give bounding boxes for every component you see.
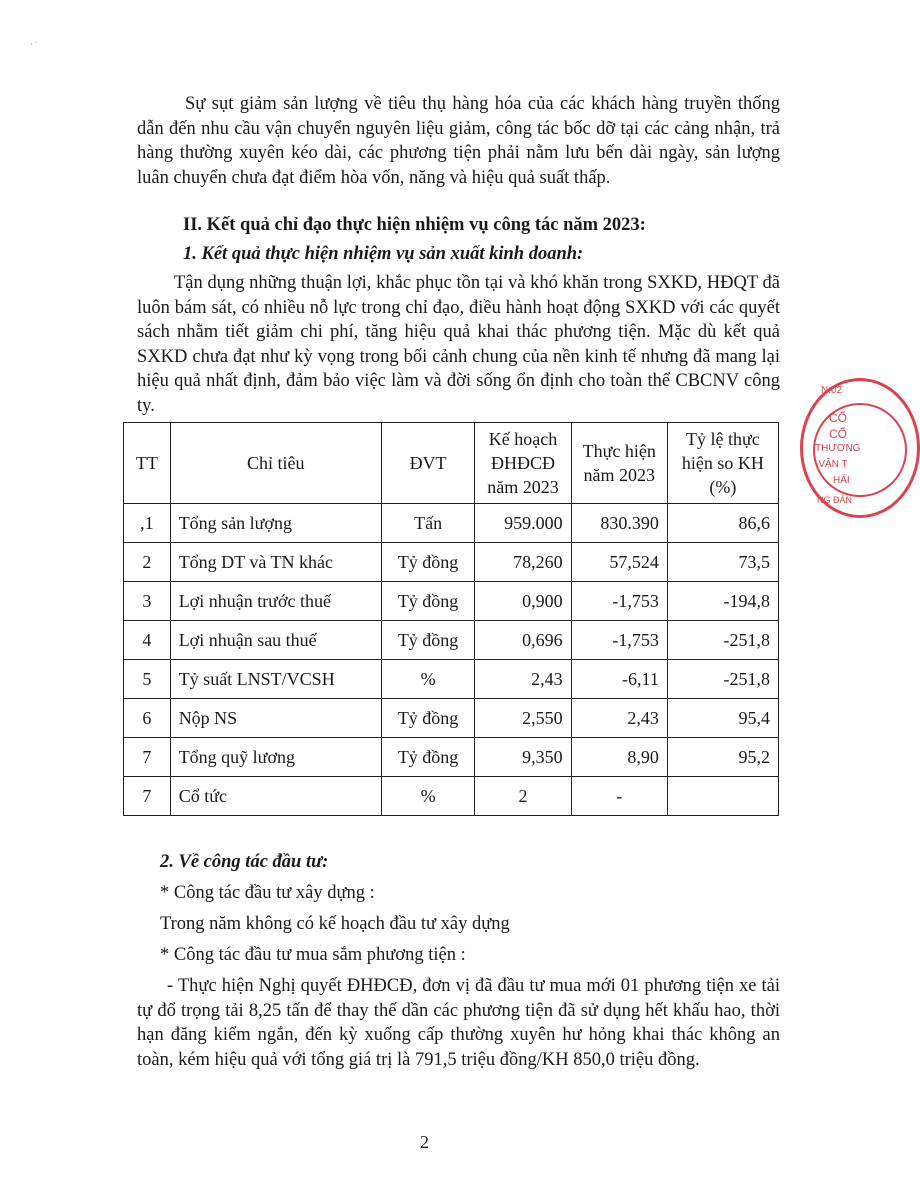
seal-line4: -VẬN T: [815, 459, 848, 470]
vehicle-title: * Công tác đầu tư mua sắm phương tiện :: [160, 945, 466, 965]
cell-indicator: Lợi nhuận sau thuế: [170, 621, 381, 660]
cell-plan: 78,260: [475, 543, 571, 582]
cell-tt: 3: [124, 582, 171, 621]
seal-line3: THƯƠNG: [815, 443, 861, 454]
cell-ratio: 95,4: [667, 699, 778, 738]
cell-unit: Tỷ đồng: [381, 699, 474, 738]
cell-actual: 8,90: [571, 738, 667, 777]
construction-title: * Công tác đầu tư xây dựng :: [160, 883, 375, 903]
header-ratio: [667, 423, 778, 504]
intro-paragraph: Sự sụt giảm sản lượng về tiêu thụ hàng hóa của các khách hàng truyền thống dẫn đến nhu cầu vận chuyển nguyên liệu giảm, công tác bốc dỡ tại các cảng nhận, trả hàng thường xuyên kéo dài, các phương tiện phải nằm lưu bến dài ngày, sản lượng luân chuyển chưa đạt điểm hòa vốn, năng và hiệu quả suất thấp.: [137, 94, 780, 188]
cell-actual: 57,524: [571, 543, 667, 582]
cell-tt: 5: [124, 660, 171, 699]
cell-indicator: Nộp NS: [170, 699, 381, 738]
seal-text-bottom: NG ĐẢN: [817, 495, 853, 505]
vehicle-paragraph: - Thực hiện Nghị quyết ĐHĐCĐ, đơn vị đã đầu tư mua mới 01 phương tiện xe tải tự đổ trọng tải 8,25 tấn để thay thế dần các phương tiện đã sử dụng hết khấu hao, thời hạn đăng kiểm ngắn, đến kỳ xuống cấp thường xuyên hư hỏng khai thác không an toàn, kém hiệu quả với tổng giá trị là 791,5 triệu đồng/KH 850,0 triệu đồng.: [137, 976, 780, 1070]
header-indicator: Chỉ tiêu: [170, 423, 381, 504]
cell-ratio: -194,8: [667, 582, 778, 621]
cell-ratio: 86,6: [667, 504, 778, 543]
cell-tt: 7: [124, 738, 171, 777]
header-unit: ĐVT: [381, 423, 474, 504]
cell-unit: Tỷ đồng: [381, 543, 474, 582]
seal-text-top: N:02: [821, 385, 843, 396]
table-row: [124, 738, 779, 777]
scan-specks: · ˙: [30, 40, 38, 49]
cell-tt: 2: [124, 543, 171, 582]
cell-indicator: Tỷ suất LNST/VCSH: [170, 660, 381, 699]
header-plan: [475, 423, 571, 504]
cell-plan: 0,900: [475, 582, 571, 621]
cell-tt: ,1: [124, 504, 171, 543]
cell-plan: 2,43: [475, 660, 571, 699]
header-plan-line2: ĐHĐCĐ: [490, 453, 555, 473]
table-header-row: [124, 423, 779, 504]
table-body: [124, 504, 779, 816]
cell-unit: Tấn: [381, 504, 474, 543]
header-tt: TT: [124, 423, 171, 504]
header-ratio-line2: hiện so KH: [681, 453, 764, 473]
cell-unit: Tỷ đồng: [381, 621, 474, 660]
company-seal: [800, 378, 920, 518]
cell-indicator: Tổng sản lượng: [170, 504, 381, 543]
cell-tt: 7: [124, 777, 171, 816]
header-actual-line2: năm 2023: [583, 465, 655, 485]
cell-plan: 2,550: [475, 699, 571, 738]
section-heading: II. Kết quả chỉ đạo thực hiện nhiệm vụ công tác năm 2023:: [183, 215, 646, 235]
subheading-business-results: 1. Kết quả thực hiện nhiệm vụ sản xuất kinh doanh:: [183, 244, 584, 264]
cell-plan: 9,350: [475, 738, 571, 777]
seal-line2: CỔ: [829, 427, 847, 441]
table-row: [124, 660, 779, 699]
cell-tt: 4: [124, 621, 171, 660]
cell-actual: -: [571, 777, 667, 816]
cell-indicator: Lợi nhuận trước thuế: [170, 582, 381, 621]
header-actual-line1: Thực hiện: [582, 441, 656, 461]
cell-actual: -6,11: [571, 660, 667, 699]
header-actual: [571, 423, 667, 504]
kpi-table: [123, 422, 779, 816]
cell-actual: -1,753: [571, 621, 667, 660]
cell-indicator: Tổng DT và TN khác: [170, 543, 381, 582]
cell-plan: 2: [475, 777, 571, 816]
cell-ratio: -251,8: [667, 621, 778, 660]
cell-indicator: Tổng quỹ lương: [170, 738, 381, 777]
table-row: [124, 582, 779, 621]
table-row: [124, 504, 779, 543]
seal-line1: CỔ: [829, 411, 847, 425]
header-ratio-line3: (%): [709, 477, 737, 497]
cell-tt: 6: [124, 699, 171, 738]
cell-actual: -1,753: [571, 582, 667, 621]
cell-unit: %: [381, 660, 474, 699]
cell-indicator: Cổ tức: [170, 777, 381, 816]
cell-plan: 0,696: [475, 621, 571, 660]
cell-ratio: -251,8: [667, 660, 778, 699]
cell-ratio: [667, 777, 778, 816]
business-results-paragraph: Tận dụng những thuận lợi, khắc phục tồn tại và khó khăn trong SXKD, HĐQT đã luôn bám sát, có nhiều nỗ lực trong chỉ đạo, điều hành hoạt động SXKD với các quyết sách nhằm tiết giảm chi phí, tăng hiệu quả khai thác phương tiện. Mặc dù kết quả SXKD chưa đạt như kỳ vọng trong bối cảnh chung của nền kinh tế nhưng đã mang lại hiệu quả nhất định, đảm bảo việc làm và đời sống ổn định cho toàn thể CBCNV công ty.: [137, 273, 780, 416]
cell-ratio: 73,5: [667, 543, 778, 582]
cell-ratio: 95,2: [667, 738, 778, 777]
subheading-investment: 2. Về công tác đầu tư:: [160, 852, 329, 872]
header-ratio-line1: Tỷ lệ thực: [686, 429, 760, 449]
cell-unit: Tỷ đồng: [381, 582, 474, 621]
table-row: [124, 777, 779, 816]
table-row: [124, 621, 779, 660]
cell-unit: %: [381, 777, 474, 816]
header-plan-line3: năm 2023: [487, 477, 559, 497]
cell-unit: Tỷ đồng: [381, 738, 474, 777]
cell-plan: 959.000: [475, 504, 571, 543]
table-row: [124, 699, 779, 738]
header-plan-line1: Kế hoạch: [488, 429, 558, 449]
table-row: [124, 543, 779, 582]
cell-actual: 2,43: [571, 699, 667, 738]
seal-line5: HẢI: [833, 475, 850, 486]
cell-actual: 830.390: [571, 504, 667, 543]
construction-text: Trong năm không có kế hoạch đầu tư xây dựng: [160, 914, 510, 934]
page-number: 2: [420, 1132, 429, 1152]
